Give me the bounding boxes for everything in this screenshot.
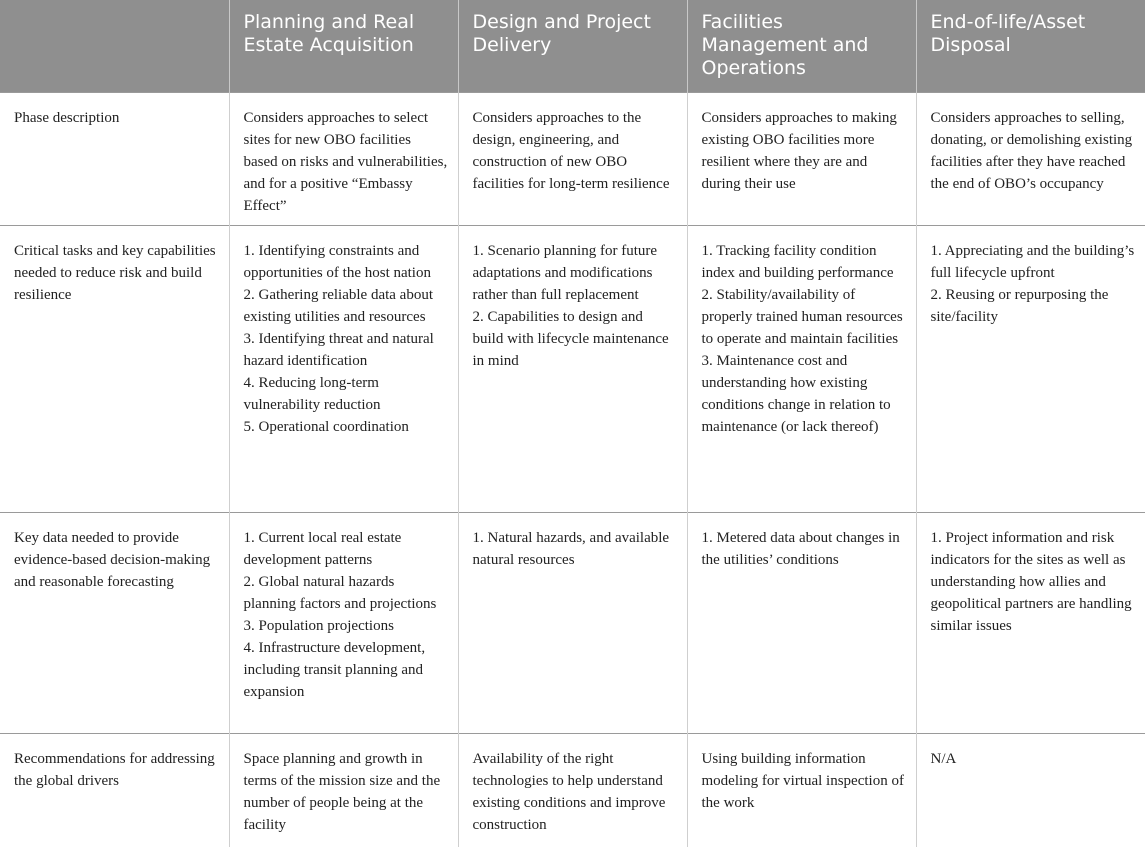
table-row [0, 93, 1145, 226]
list-item: 2. Global natural hazards planning factors and projections [243, 574, 437, 612]
table-cell [687, 513, 916, 734]
table-cell [229, 93, 458, 226]
header-cell-planning: Planning and Real Estate Acquisition [229, 0, 458, 93]
cell-line: Considers approaches to making existing OBO facilities more resilient where they are and during their use [701, 110, 897, 192]
table-cell [458, 93, 687, 226]
table-cell [916, 513, 1145, 734]
table-cell [916, 734, 1145, 847]
list-item: 1. Tracking facility condition index and building performance [701, 243, 894, 281]
table-cell [687, 734, 916, 847]
list-item: 1. Project information and risk indicators for the sites as well as understanding how allies and geopolitical partners are handling similar issues [930, 530, 1132, 634]
list-item: 3. Identifying threat and natural hazard identification [243, 331, 434, 369]
cell-line: Availability of the right technologies to help understand existing conditions and improve construction [472, 751, 666, 833]
table-cell [687, 93, 916, 226]
table-row [0, 226, 1145, 513]
header-cell-design: Design and Project Delivery [458, 0, 687, 93]
header-row [0, 0, 1145, 93]
cell-line: Considers approaches to selling, donating, or demolishing existing facilities after they have reached the end of OBO’s occupancy [930, 110, 1133, 192]
cell-line: Space planning and growth in terms of the mission size and the number of people being at the facility [243, 751, 441, 833]
list-item: 3. Maintenance cost and understanding how existing conditions change in relation to maintenance (or lack thereof) [701, 353, 891, 435]
table-cell [229, 226, 458, 513]
cell-line: Considers approaches to select sites for new OBO facilities based on risks and vulnerabilities, and for a positive “Embassy Effect” [243, 110, 448, 214]
table-cell [916, 226, 1145, 513]
list-item: 4. Infrastructure development, including transit planning and expansion [243, 640, 426, 700]
table-cell [687, 226, 916, 513]
list-item: 1. Scenario planning for future adaptations and modifications rather than full replacement [472, 243, 658, 303]
list-item: 1. Identifying constraints and opportunities of the host nation [243, 243, 431, 281]
table-cell [458, 734, 687, 847]
row-label-text: Critical tasks and key capabilities needed to reduce risk and build resilience [14, 243, 216, 303]
list-item: 3. Population projections [243, 618, 394, 634]
row-label-text: Recommendations for addressing the global drivers [14, 751, 215, 789]
cell-line: Considers approaches to the design, engineering, and construction of new OBO facilities for long-term resilience [472, 110, 670, 192]
cell-line: N/A [930, 751, 957, 767]
row-label [0, 734, 229, 847]
row-label [0, 93, 229, 226]
table-cell [229, 734, 458, 847]
list-item: 1. Natural hazards, and available natural resources [472, 530, 670, 568]
table-cell [916, 93, 1145, 226]
table-row [0, 513, 1145, 734]
header-cell-end-of-life: End-of-life/Asset Disposal [916, 0, 1145, 93]
list-item: 4. Reducing long-term vulnerability reduction [243, 375, 381, 413]
list-item: 1. Current local real estate development patterns [243, 530, 402, 568]
table-cell [229, 513, 458, 734]
table-cell [458, 513, 687, 734]
table-cell [458, 226, 687, 513]
list-item: 2. Reusing or repurposing the site/facility [930, 287, 1109, 325]
row-label [0, 513, 229, 734]
header-cell-facilities: Facilities Management and Operations [687, 0, 916, 93]
header-cell-blank [0, 0, 229, 93]
list-item: 2. Gathering reliable data about existing utilities and resources [243, 287, 434, 325]
list-item: 5. Operational coordination [243, 419, 409, 435]
row-label-text: Phase description [14, 110, 120, 126]
list-item: 1. Metered data about changes in the utilities’ conditions [701, 530, 900, 568]
cell-line: Using building information modeling for virtual inspection of the work [701, 751, 904, 811]
row-label [0, 226, 229, 513]
list-item: 1. Appreciating and the building’s full lifecycle upfront [930, 243, 1135, 281]
list-item: 2. Capabilities to design and build with lifecycle maintenance in mind [472, 309, 669, 369]
row-label-text: Key data needed to provide evidence-based decision-making and reasonable forecasting [14, 530, 211, 590]
table-row [0, 734, 1145, 847]
list-item: 2. Stability/availability of properly trained human resources to operate and maintain facilities [701, 287, 903, 347]
